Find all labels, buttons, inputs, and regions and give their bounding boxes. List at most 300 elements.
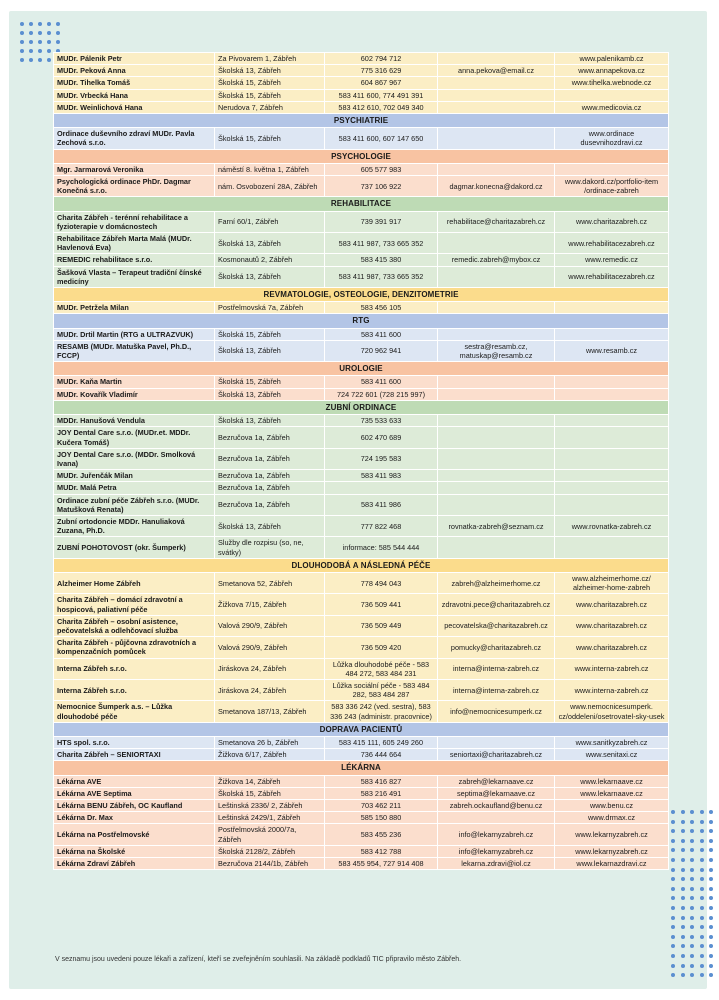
dot <box>690 935 694 939</box>
email-cell[interactable]: rehabilitace@charitazabreh.cz <box>438 211 555 232</box>
table-row <box>54 824 669 845</box>
website-cell[interactable]: www.ordinace dusevnihozdravi.cz <box>555 128 669 149</box>
dot <box>20 31 24 35</box>
email-cell[interactable]: info@nemocnicesumperk.cz <box>438 701 555 722</box>
name-cell: Lékárna BENU Zábřeh, OC Kaufland <box>54 800 215 812</box>
phone-cell: 583 411 987, 733 665 352 <box>325 266 438 287</box>
section-title: UROLOGIE <box>54 362 669 376</box>
name-cell: Šašková Vlasta – Terapeut tradiční čínské medicíny <box>54 266 215 287</box>
dot <box>709 916 713 920</box>
name-cell: HTS spol. s.r.o. <box>54 736 215 748</box>
website-cell <box>555 537 669 558</box>
website-cell[interactable]: www.senitaxi.cz <box>555 749 669 761</box>
dot <box>47 58 51 62</box>
dot <box>47 49 51 53</box>
name-cell: Interna Zábřeh s.r.o. <box>54 679 215 700</box>
email-cell <box>438 482 555 494</box>
dot <box>700 810 704 814</box>
email-cell <box>438 163 555 175</box>
section-header <box>54 197 669 211</box>
dot <box>38 49 42 53</box>
phone-cell: 583 411 987, 733 665 352 <box>325 233 438 254</box>
dot <box>700 877 704 881</box>
email-cell <box>438 415 555 427</box>
table-row <box>54 53 669 65</box>
dot <box>47 22 51 26</box>
dot <box>681 954 685 958</box>
dot <box>20 49 24 53</box>
website-cell[interactable]: www.charitazabreh.cz <box>555 637 669 658</box>
dot <box>709 925 713 929</box>
dot <box>56 40 60 44</box>
phone-cell: 583 415 111, 605 249 260 <box>325 736 438 748</box>
dot <box>709 820 713 824</box>
section-title: ZUBNÍ ORDINACE <box>54 400 669 414</box>
website-cell[interactable]: www.resamb.cz <box>555 340 669 361</box>
email-cell <box>438 494 555 515</box>
table-row <box>54 388 669 400</box>
address-cell: Postřelmovská 2000/7a, Zábřeh <box>215 824 325 845</box>
phone-cell: 703 462 211 <box>325 800 438 812</box>
address-cell: Kosmonautů 2, Zábřeh <box>215 254 325 266</box>
name-cell: REMEDIC rehabilitace s.r.o. <box>54 254 215 266</box>
address-cell: Školská 13, Zábřeh <box>215 233 325 254</box>
dot <box>690 916 694 920</box>
section-title: REVMATOLOGIE, OSTEOLOGIE, DENZITOMETRIE <box>54 288 669 302</box>
email-cell <box>438 328 555 340</box>
directory-table <box>53 52 669 870</box>
table-row <box>54 615 669 636</box>
name-cell: MUDr. Petržela Milan <box>54 302 215 314</box>
phone-cell: 583 411 600 <box>325 328 438 340</box>
phone-cell: 583 411 986 <box>325 494 438 515</box>
name-cell: Psychologická ordinace PhDr. Dagmar Konečná s.r.o. <box>54 176 215 197</box>
website-cell <box>555 302 669 314</box>
dot <box>709 935 713 939</box>
dot <box>700 964 704 968</box>
email-cell[interactable]: zdravotni.pece@charitazabreh.cz <box>438 594 555 615</box>
website-cell[interactable]: www.drmax.cz <box>555 812 669 824</box>
dot <box>671 820 675 824</box>
dot <box>20 22 24 26</box>
email-cell[interactable]: info@lekarnyzabreh.cz <box>438 824 555 845</box>
phone-cell: 736 509 449 <box>325 615 438 636</box>
phone-cell: 775 316 629 <box>325 65 438 77</box>
phone-cell: 583 455 954, 727 914 408 <box>325 858 438 870</box>
table-row <box>54 266 669 287</box>
table-row <box>54 176 669 197</box>
dot <box>671 858 675 862</box>
email-cell <box>438 233 555 254</box>
table-row <box>54 858 669 870</box>
address-cell: Za Pivovarem 1, Zábřeh <box>215 53 325 65</box>
phone-cell: 605 577 983 <box>325 163 438 175</box>
name-cell: Lékárna Zdraví Zábřeh <box>54 858 215 870</box>
email-cell[interactable]: remedic.zabreh@mybox.cz <box>438 254 555 266</box>
address-cell: Bezručova 1a, Zábřeh <box>215 470 325 482</box>
phone-cell: 585 150 880 <box>325 812 438 824</box>
address-cell: Školská 13, Zábřeh <box>215 340 325 361</box>
dot <box>671 839 675 843</box>
phone-cell: 583 412 788 <box>325 845 438 857</box>
dot <box>47 40 51 44</box>
phone-cell: 583 456 105 <box>325 302 438 314</box>
dot <box>681 887 685 891</box>
address-cell: Školská 15, Zábřeh <box>215 89 325 101</box>
website-cell[interactable]: www.dakord.cz/portfolio-item /ordinace-zabreh <box>555 176 669 197</box>
website-cell[interactable]: www.interna-zabreh.cz <box>555 679 669 700</box>
dot <box>681 829 685 833</box>
dot <box>681 877 685 881</box>
website-cell <box>555 328 669 340</box>
address-cell: Školská 13, Zábřeh <box>215 515 325 536</box>
name-cell: MUDr. Peková Anna <box>54 65 215 77</box>
phone-cell: 724 722 601 (728 215 997) <box>325 388 438 400</box>
phone-cell: 724 195 583 <box>325 448 438 469</box>
section-title: PSYCHOLOGIE <box>54 149 669 163</box>
table-row <box>54 376 669 388</box>
website-cell[interactable]: www.benu.cz <box>555 800 669 812</box>
email-cell[interactable]: septima@lekarnaave.cz <box>438 787 555 799</box>
name-cell: Charita Zábřeh – SENIORTAXI <box>54 749 215 761</box>
email-cell <box>438 376 555 388</box>
name-cell: JOY Dental Care s.r.o. (MDDr. Smolková Ivana) <box>54 448 215 469</box>
email-cell[interactable]: pecovatelska@charitazabreh.cz <box>438 615 555 636</box>
dot <box>671 887 675 891</box>
dot <box>671 964 675 968</box>
section-header <box>54 288 669 302</box>
email-cell[interactable]: seniortaxi@charitazabreh.cz <box>438 749 555 761</box>
dot <box>671 868 675 872</box>
website-cell[interactable]: www.alzheimerhome.cz/ alzheimer-home-zabreh <box>555 572 669 593</box>
name-cell: Charita Zábřeh - terénní rehabilitace a fyzioterapie v domácnostech <box>54 211 215 232</box>
name-cell: Lékárna AVE Septima <box>54 787 215 799</box>
phone-cell: 736 444 664 <box>325 749 438 761</box>
phone-cell: 720 962 941 <box>325 340 438 361</box>
email-cell[interactable]: dagmar.konecna@dakord.cz <box>438 176 555 197</box>
address-cell: Školská 15, Zábřeh <box>215 77 325 89</box>
address-cell: Školská 13, Zábřeh <box>215 388 325 400</box>
email-cell[interactable]: interna@interna-zabreh.cz <box>438 658 555 679</box>
section-header <box>54 400 669 414</box>
address-cell: Žižkova 7/15, Zábřeh <box>215 594 325 615</box>
name-cell: Zubní ortodoncie MDDr. Hanuliaková Zuzana, Ph.D. <box>54 515 215 536</box>
website-cell <box>555 470 669 482</box>
dot <box>700 868 704 872</box>
phone-cell: 583 411 600, 774 491 391 <box>325 89 438 101</box>
section-title: PSYCHIATRIE <box>54 114 669 128</box>
email-cell <box>438 427 555 448</box>
email-cell <box>438 470 555 482</box>
dot <box>700 906 704 910</box>
website-cell[interactable]: www.sanitkyzabreh.cz <box>555 736 669 748</box>
dot <box>700 916 704 920</box>
website-cell[interactable]: www.lekarnaave.cz <box>555 775 669 787</box>
address-cell: Jiráskova 24, Zábřeh <box>215 658 325 679</box>
table-row <box>54 427 669 448</box>
website-cell[interactable]: www.lekarnyzabreh.cz <box>555 824 669 845</box>
table-row <box>54 845 669 857</box>
dot <box>700 925 704 929</box>
website-cell <box>555 376 669 388</box>
email-cell[interactable]: sestra@resamb.cz, matuskap@resamb.cz <box>438 340 555 361</box>
website-cell[interactable]: www.charitazabreh.cz <box>555 594 669 615</box>
name-cell: Lékárna na Školské <box>54 845 215 857</box>
phone-cell: informace: 585 544 444 <box>325 537 438 558</box>
dot <box>681 916 685 920</box>
address-cell: Bezručova 1a, Zábřeh <box>215 482 325 494</box>
dot <box>709 944 713 948</box>
address-cell: Leštinská 2336/ 2, Zábřeh <box>215 800 325 812</box>
table-row <box>54 679 669 700</box>
website-cell[interactable]: www.interna-zabreh.cz <box>555 658 669 679</box>
website-cell[interactable]: www.rehabilitacezabreh.cz <box>555 266 669 287</box>
section-title: DOPRAVA PACIENTŮ <box>54 722 669 736</box>
website-cell <box>555 427 669 448</box>
name-cell: MUDr. Malá Petra <box>54 482 215 494</box>
dot <box>700 839 704 843</box>
email-cell[interactable]: zabreh.ockaufland@benu.cz <box>438 800 555 812</box>
name-cell: Lékárna Dr. Max <box>54 812 215 824</box>
dot <box>700 935 704 939</box>
phone-cell: 735 533 633 <box>325 415 438 427</box>
table-row <box>54 470 669 482</box>
name-cell: MUDr. Weinlichová Hana <box>54 101 215 113</box>
table-row <box>54 254 669 266</box>
dot <box>690 839 694 843</box>
address-cell: Bezručova 1a, Zábřeh <box>215 494 325 515</box>
dot <box>671 916 675 920</box>
name-cell: Charita Zábřeh - půjčovna zdravotních a kompenzačních pomůcek <box>54 637 215 658</box>
name-cell: MUDr. Drtil Martin (RTG a ULTRAZVUK) <box>54 328 215 340</box>
website-cell <box>555 494 669 515</box>
phone-cell: 737 106 922 <box>325 176 438 197</box>
dot <box>38 22 42 26</box>
name-cell: MUDr. Juřenčák Milan <box>54 470 215 482</box>
name-cell: Lékárna AVE <box>54 775 215 787</box>
name-cell: Nemocnice Šumperk a.s. – Lůžka dlouhodobé péče <box>54 701 215 722</box>
website-cell[interactable]: www.lekarnyzabreh.cz <box>555 845 669 857</box>
email-cell <box>438 53 555 65</box>
table-row <box>54 65 669 77</box>
address-cell: Školská 15, Zábřeh <box>215 376 325 388</box>
name-cell: MUDr. Kaňa Martin <box>54 376 215 388</box>
address-cell: Nerudova 7, Zábřeh <box>215 101 325 113</box>
table-row <box>54 128 669 149</box>
phone-cell: 583 411 600 <box>325 376 438 388</box>
website-cell[interactable]: www.annapekova.cz <box>555 65 669 77</box>
name-cell: Ordinace duševního zdraví MUDr. Pavla Zechová s.r.o. <box>54 128 215 149</box>
phone-cell: 739 391 917 <box>325 211 438 232</box>
email-cell <box>438 388 555 400</box>
website-cell[interactable]: www.medicovia.cz <box>555 101 669 113</box>
dot <box>29 49 33 53</box>
dot <box>671 954 675 958</box>
address-cell: Školská 15, Zábřeh <box>215 328 325 340</box>
address-cell: Postřelmovská 7a, Zábřeh <box>215 302 325 314</box>
table-row <box>54 572 669 593</box>
dot <box>29 22 33 26</box>
email-cell[interactable]: zabreh@alzheimerhome.cz <box>438 572 555 593</box>
name-cell: Mgr. Jarmarová Veronika <box>54 163 215 175</box>
email-cell[interactable]: info@lekarnyzabreh.cz <box>438 845 555 857</box>
table-row <box>54 736 669 748</box>
address-cell: Školská 15, Zábřeh <box>215 787 325 799</box>
section-title: RTG <box>54 314 669 328</box>
address-cell: Žižkova 14, Zábřeh <box>215 775 325 787</box>
dot <box>671 906 675 910</box>
table-row <box>54 515 669 536</box>
email-cell <box>438 101 555 113</box>
email-cell[interactable]: pomucky@charitazabreh.cz <box>438 637 555 658</box>
name-cell: Alzheimer Home Zábřeh <box>54 572 215 593</box>
website-cell[interactable]: www.lekarnazdravi.cz <box>555 858 669 870</box>
dot <box>671 810 675 814</box>
dot <box>681 935 685 939</box>
phone-cell: 583 336 242 (ved. sestra), 583 336 243 (administr. pracovnice) <box>325 701 438 722</box>
website-cell[interactable]: www.nemocnicesumperk. cz/oddeleni/osetrovatel-sky-usek <box>555 701 669 722</box>
dot <box>29 40 33 44</box>
website-cell[interactable]: www.rovnatka-zabreh.cz <box>555 515 669 536</box>
address-cell: Smetanova 187/13, Zábřeh <box>215 701 325 722</box>
table-row <box>54 537 669 558</box>
name-cell: MDDr. Hanušová Vendula <box>54 415 215 427</box>
address-cell: Školská 13, Zábřeh <box>215 415 325 427</box>
email-cell[interactable]: zabreh@lekarnaave.cz <box>438 775 555 787</box>
table-row <box>54 77 669 89</box>
name-cell: Charita Zábřeh – domácí zdravotní a hospicová, paliativní péče <box>54 594 215 615</box>
name-cell: ZUBNÍ POHOTOVOST (okr. Šumperk) <box>54 537 215 558</box>
website-cell[interactable]: www.charitazabreh.cz <box>555 211 669 232</box>
address-cell: náměstí 8. května 1, Zábřeh <box>215 163 325 175</box>
phone-cell: 777 822 468 <box>325 515 438 536</box>
dot <box>681 810 685 814</box>
dot <box>700 973 704 977</box>
website-cell <box>555 163 669 175</box>
address-cell: nám. Osvobození 28A, Zábřeh <box>215 176 325 197</box>
dot <box>690 887 694 891</box>
dot <box>700 829 704 833</box>
table-row <box>54 812 669 824</box>
address-cell: Žižkova 6/17, Zábřeh <box>215 749 325 761</box>
dot <box>20 58 24 62</box>
section-header <box>54 114 669 128</box>
dot <box>709 829 713 833</box>
website-cell[interactable]: www.rehabilitacezabreh.cz <box>555 233 669 254</box>
email-cell <box>438 77 555 89</box>
dot <box>56 31 60 35</box>
website-cell[interactable]: www.tihelka.webnode.cz <box>555 77 669 89</box>
address-cell: Školská 15, Zábřeh <box>215 128 325 149</box>
section-header <box>54 558 669 572</box>
email-cell[interactable]: rovnatka-zabreh@seznam.cz <box>438 515 555 536</box>
dot <box>56 22 60 26</box>
directory-table-container <box>53 52 668 870</box>
table-row <box>54 749 669 761</box>
table-row <box>54 482 669 494</box>
website-cell <box>555 388 669 400</box>
address-cell: Bezručova 1a, Zábřeh <box>215 448 325 469</box>
address-cell: Farní 60/1, Zábřeh <box>215 211 325 232</box>
phone-cell <box>325 482 438 494</box>
dot <box>709 858 713 862</box>
phone-cell: 583 411 600, 607 147 650 <box>325 128 438 149</box>
table-row <box>54 658 669 679</box>
website-cell[interactable]: www.remedic.cz <box>555 254 669 266</box>
table-row <box>54 775 669 787</box>
phone-cell: 602 470 689 <box>325 427 438 448</box>
email-cell <box>438 812 555 824</box>
dot <box>709 848 713 852</box>
dot <box>709 896 713 900</box>
email-cell[interactable]: lekarna.zdravi@iol.cz <box>438 858 555 870</box>
phone-cell: 604 867 967 <box>325 77 438 89</box>
dot <box>690 964 694 968</box>
table-row <box>54 494 669 515</box>
name-cell: Charita Zábřeh – osobní asistence, pečovatelská a odlehčovací služba <box>54 615 215 636</box>
dot <box>690 868 694 872</box>
section-header <box>54 761 669 775</box>
dot <box>29 31 33 35</box>
dot <box>681 820 685 824</box>
dot <box>709 964 713 968</box>
name-cell: Ordinace zubní péče Zábřeh s.r.o. (MUDr. Matušková Renata) <box>54 494 215 515</box>
table-row <box>54 448 669 469</box>
table-row <box>54 233 669 254</box>
section-header <box>54 149 669 163</box>
phone-cell: 736 509 441 <box>325 594 438 615</box>
table-row <box>54 415 669 427</box>
table-row <box>54 89 669 101</box>
website-cell[interactable]: www.palenikamb.cz <box>555 53 669 65</box>
section-header <box>54 314 669 328</box>
table-row <box>54 328 669 340</box>
dot <box>709 887 713 891</box>
table-row <box>54 211 669 232</box>
section-title: REHABILITACE <box>54 197 669 211</box>
table-row <box>54 340 669 361</box>
phone-cell: 583 412 610, 702 049 340 <box>325 101 438 113</box>
name-cell: Interna Zábřeh s.r.o. <box>54 658 215 679</box>
table-row <box>54 787 669 799</box>
name-cell: MUDr. Kovařík Vladimír <box>54 388 215 400</box>
section-header <box>54 362 669 376</box>
email-cell <box>438 128 555 149</box>
website-cell <box>555 448 669 469</box>
email-cell <box>438 448 555 469</box>
email-cell[interactable]: interna@interna-zabreh.cz <box>438 679 555 700</box>
address-cell: Valová 290/9, Zábřeh <box>215 637 325 658</box>
name-cell: MUDr. Pálenik Petr <box>54 53 215 65</box>
address-cell: Školská 13, Zábřeh <box>215 266 325 287</box>
table-row <box>54 594 669 615</box>
dot <box>700 858 704 862</box>
address-cell: Školská 13, Zábřeh <box>215 65 325 77</box>
phone-cell: 778 494 043 <box>325 572 438 593</box>
dot <box>690 820 694 824</box>
dot <box>38 58 42 62</box>
address-cell: Jiráskova 24, Zábřeh <box>215 679 325 700</box>
email-cell <box>438 266 555 287</box>
phone-cell: Lůžka dlouhodobé péče - 583 484 272, 583 484 231 <box>325 658 438 679</box>
address-cell: Bezručova 2144/1b, Zábřeh <box>215 858 325 870</box>
phone-cell: Lůžka sociální péče - 583 484 282, 583 484 287 <box>325 679 438 700</box>
website-cell[interactable]: www.lekarnaave.cz <box>555 787 669 799</box>
email-cell[interactable]: anna.pekova@email.cz <box>438 65 555 77</box>
dot <box>700 887 704 891</box>
dot <box>709 839 713 843</box>
website-cell[interactable]: www.charitazabreh.cz <box>555 615 669 636</box>
